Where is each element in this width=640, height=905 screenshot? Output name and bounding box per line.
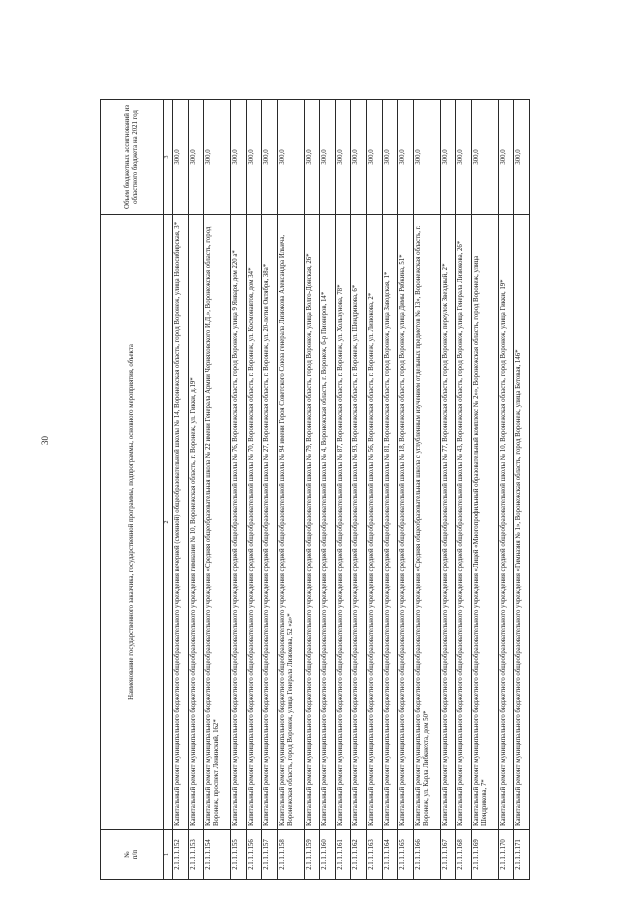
budget-value: 300,0	[277, 100, 304, 215]
row-number: 2.1.1.1.171	[514, 830, 530, 880]
table-row	[320, 100, 336, 880]
row-number: 2.1.1.1.168	[456, 830, 472, 880]
budget-value: 300,0	[204, 100, 231, 215]
table-row	[188, 100, 204, 880]
row-number: 2.1.1.1.166	[413, 830, 440, 880]
header-budget: Объем бюджетных ассигнований из областного бюджета на 2021 год	[101, 100, 164, 215]
table-row	[204, 100, 231, 880]
row-number: 2.1.1.1.153	[188, 830, 204, 880]
row-number: 2.1.1.1.160	[320, 830, 336, 880]
budget-value: 300,0	[498, 100, 514, 215]
row-number: 2.1.1.1.170	[498, 830, 514, 880]
object-name: Капитальный ремонт муниципального бюджетного общеобразовательного учреждения средней общеобразовательной школы № 93, Воронежская область, г. Воронеж, ул. Шендрикова, 6*	[351, 215, 367, 830]
object-name: Капитальный ремонт муниципального бюджетного общеобразовательного учреждения средней общеобразовательной школы № 76, Воронежская область, город Воронеж, улица 9 Января, дом 220 а*	[231, 215, 247, 830]
object-name: Капитальный ремонт муниципального бюджетного общеобразовательного учреждения «Гимназия № 1», Воронежская область, город Воронеж, улица Бетовая, 146*	[514, 215, 530, 830]
row-number: 2.1.1.1.158	[277, 830, 304, 880]
budget-value: 300,0	[173, 100, 189, 215]
column-number-2: 2	[164, 215, 173, 830]
table-row	[262, 100, 278, 880]
budget-value: 300,0	[320, 100, 336, 215]
table-row	[514, 100, 530, 880]
table-body	[173, 100, 530, 880]
page-number: 30	[40, 436, 50, 445]
table-row	[246, 100, 262, 880]
object-name: Капитальный ремонт муниципального бюджетного общеобразовательного учреждения средней общеобразовательной школы № 18, Воронежская область, город Воронеж, улица Димы Рябкина, 51*	[398, 215, 414, 830]
object-name: Капитальный ремонт муниципального бюджетного общеобразовательного учреждения средней общеобразовательной школы № 94 имени Героя Советского Союза генерала Лизюкова Александра Ильича, Воронежская область, город Воронеж, улица Генерала Лизюкова, 52 «а»*	[277, 215, 304, 830]
table-row	[367, 100, 383, 880]
budget-value: 300,0	[335, 100, 351, 215]
budget-value: 300,0	[367, 100, 383, 215]
row-number: 2.1.1.1.154	[204, 830, 231, 880]
table-row	[382, 100, 398, 880]
row-number: 2.1.1.1.159	[304, 830, 320, 880]
object-name: Капитальный ремонт муниципального бюджетного общеобразовательного учреждения средней общеобразовательной школы № 70, Воронежская область, г. Воронеж, ул. Космонавтов, дом 34*	[246, 215, 262, 830]
object-name: Капитальный ремонт муниципального бюджетного общеобразовательного учреждения средней общеобразовательной школы № 4, Воронежская область, г. Воронеж, б-р Пионеров, 14*	[320, 215, 336, 830]
table-row	[173, 100, 189, 880]
table-row	[498, 100, 514, 880]
header-number: № п/п	[101, 830, 164, 880]
row-number: 2.1.1.1.155	[231, 830, 247, 880]
object-name: Капитальный ремонт муниципального бюджетного общеобразовательного учреждения «Лицей «Многопрофильный образовательный комплекс № 2»», Воронежская область, город Воронеж, улица Шендрикова, 7*	[471, 215, 498, 830]
object-name: Капитальный ремонт муниципального бюджетного общеобразовательного учреждения средней общеобразовательной школы № 79, Воронежская область, город Воронеж, улица Волго-Донская, 26*	[304, 215, 320, 830]
object-name: Капитальный ремонт муниципального бюджетного общеобразовательного учреждения средней общеобразовательной школы № 27, Воронежская область, г. Воронеж, ул. 20-летия Октября, 38а*	[262, 215, 278, 830]
table-row	[471, 100, 498, 880]
table-row	[456, 100, 472, 880]
budget-value: 300,0	[262, 100, 278, 215]
row-number: 2.1.1.1.165	[398, 830, 414, 880]
object-name: Капитальный ремонт муниципального бюджетного общеобразовательного учреждения гимназии № 10, Воронежская область, г. Воронеж, ул. Гикки, д.19*	[188, 215, 204, 830]
table-row	[351, 100, 367, 880]
budget-table	[100, 99, 530, 880]
budget-value: 300,0	[246, 100, 262, 215]
row-number: 2.1.1.1.164	[382, 830, 398, 880]
object-name: Капитальный ремонт муниципального бюджетного общеобразовательного учреждения вечерней (сменной) общеобразовательной школы № 14, Воронежская область, город Воронеж, улица Новосибирская, 3*	[173, 215, 189, 830]
row-number: 2.1.1.1.161	[335, 830, 351, 880]
row-number: 2.1.1.1.157	[262, 830, 278, 880]
column-number-row	[164, 100, 173, 880]
table-row	[398, 100, 414, 880]
table-row	[413, 100, 440, 880]
budget-value: 300,0	[413, 100, 440, 215]
object-name: Капитальный ремонт муниципального бюджетного общеобразовательного учреждения средней общеобразовательной школы № 87, Воронежская область, г. Воронеж, ул. Хользунова, 78*	[335, 215, 351, 830]
row-number: 2.1.1.1.156	[246, 830, 262, 880]
object-name: Капитальный ремонт муниципального бюджетного общеобразовательного учреждения средней общеобразовательной школы № 43, Воронежская область, город Воронеж, улица Генерала Лизюкова, 26*	[456, 215, 472, 830]
row-number: 2.1.1.1.169	[471, 830, 498, 880]
column-number-1: 1	[164, 830, 173, 880]
object-name: Капитальный ремонт муниципального бюджетного общеобразовательного учреждения средней общеобразовательной школы № 56, Воронежская область, г. Воронеж, ул. Лизюкова, 2*	[367, 215, 383, 830]
object-name: Капитальный ремонт муниципального бюджетного общеобразовательного учреждения средней общеобразовательной школы № 77, Воронежская область, город Воронеж, переулок Звездный, 2*	[440, 215, 456, 830]
object-name: Капитальный ремонт муниципального бюджетного общеобразовательного учреждения средней общеобразовательной школы № 81, Воронежская область, город Воронеж, улица Заводская, 1*	[382, 215, 398, 830]
budget-value: 300,0	[456, 100, 472, 215]
budget-value: 300,0	[514, 100, 530, 215]
table-header-row	[101, 100, 164, 880]
rotated-page	[100, 100, 530, 880]
budget-value: 300,0	[471, 100, 498, 215]
object-name: Капитальный ремонт муниципального бюджетного общеобразовательного учреждения «Средняя общеобразовательная школа с углубленным изучением отдельных предметов № 13», Воронежская область, г. Воронеж, ул. Карла Либкнехта, дом 50*	[413, 215, 440, 830]
table-row	[231, 100, 247, 880]
row-number: 2.1.1.1.162	[351, 830, 367, 880]
table-row	[440, 100, 456, 880]
row-number: 2.1.1.1.163	[367, 830, 383, 880]
budget-value: 300,0	[304, 100, 320, 215]
row-number: 2.1.1.1.152	[173, 830, 189, 880]
column-number-3: 3	[164, 100, 173, 215]
budget-value: 300,0	[231, 100, 247, 215]
budget-value: 300,0	[382, 100, 398, 215]
table-row	[335, 100, 351, 880]
table-row	[277, 100, 304, 880]
row-number: 2.1.1.1.167	[440, 830, 456, 880]
budget-value: 300,0	[188, 100, 204, 215]
object-name: Капитальный ремонт муниципального бюджетного общеобразовательного учреждения «Средняя общеобразовательная школа № 22 имени Генерала Армии Черняховского И.Д.», Воронежская область, город Воронеж, проспект Ленинский, 162*	[204, 215, 231, 830]
object-name: Капитальный ремонт муниципального бюджетного общеобразовательного учреждения средней общеобразовательной школы № 10, Воронежская область, город Воронеж, улица Гикки, 19*	[498, 215, 514, 830]
table-row	[304, 100, 320, 880]
header-name: Наименование государственного заказчика, государственной программы, подпрограммы, основного мероприятия, объекта	[101, 215, 164, 830]
budget-value: 300,0	[398, 100, 414, 215]
budget-value: 300,0	[351, 100, 367, 215]
budget-value: 300,0	[440, 100, 456, 215]
